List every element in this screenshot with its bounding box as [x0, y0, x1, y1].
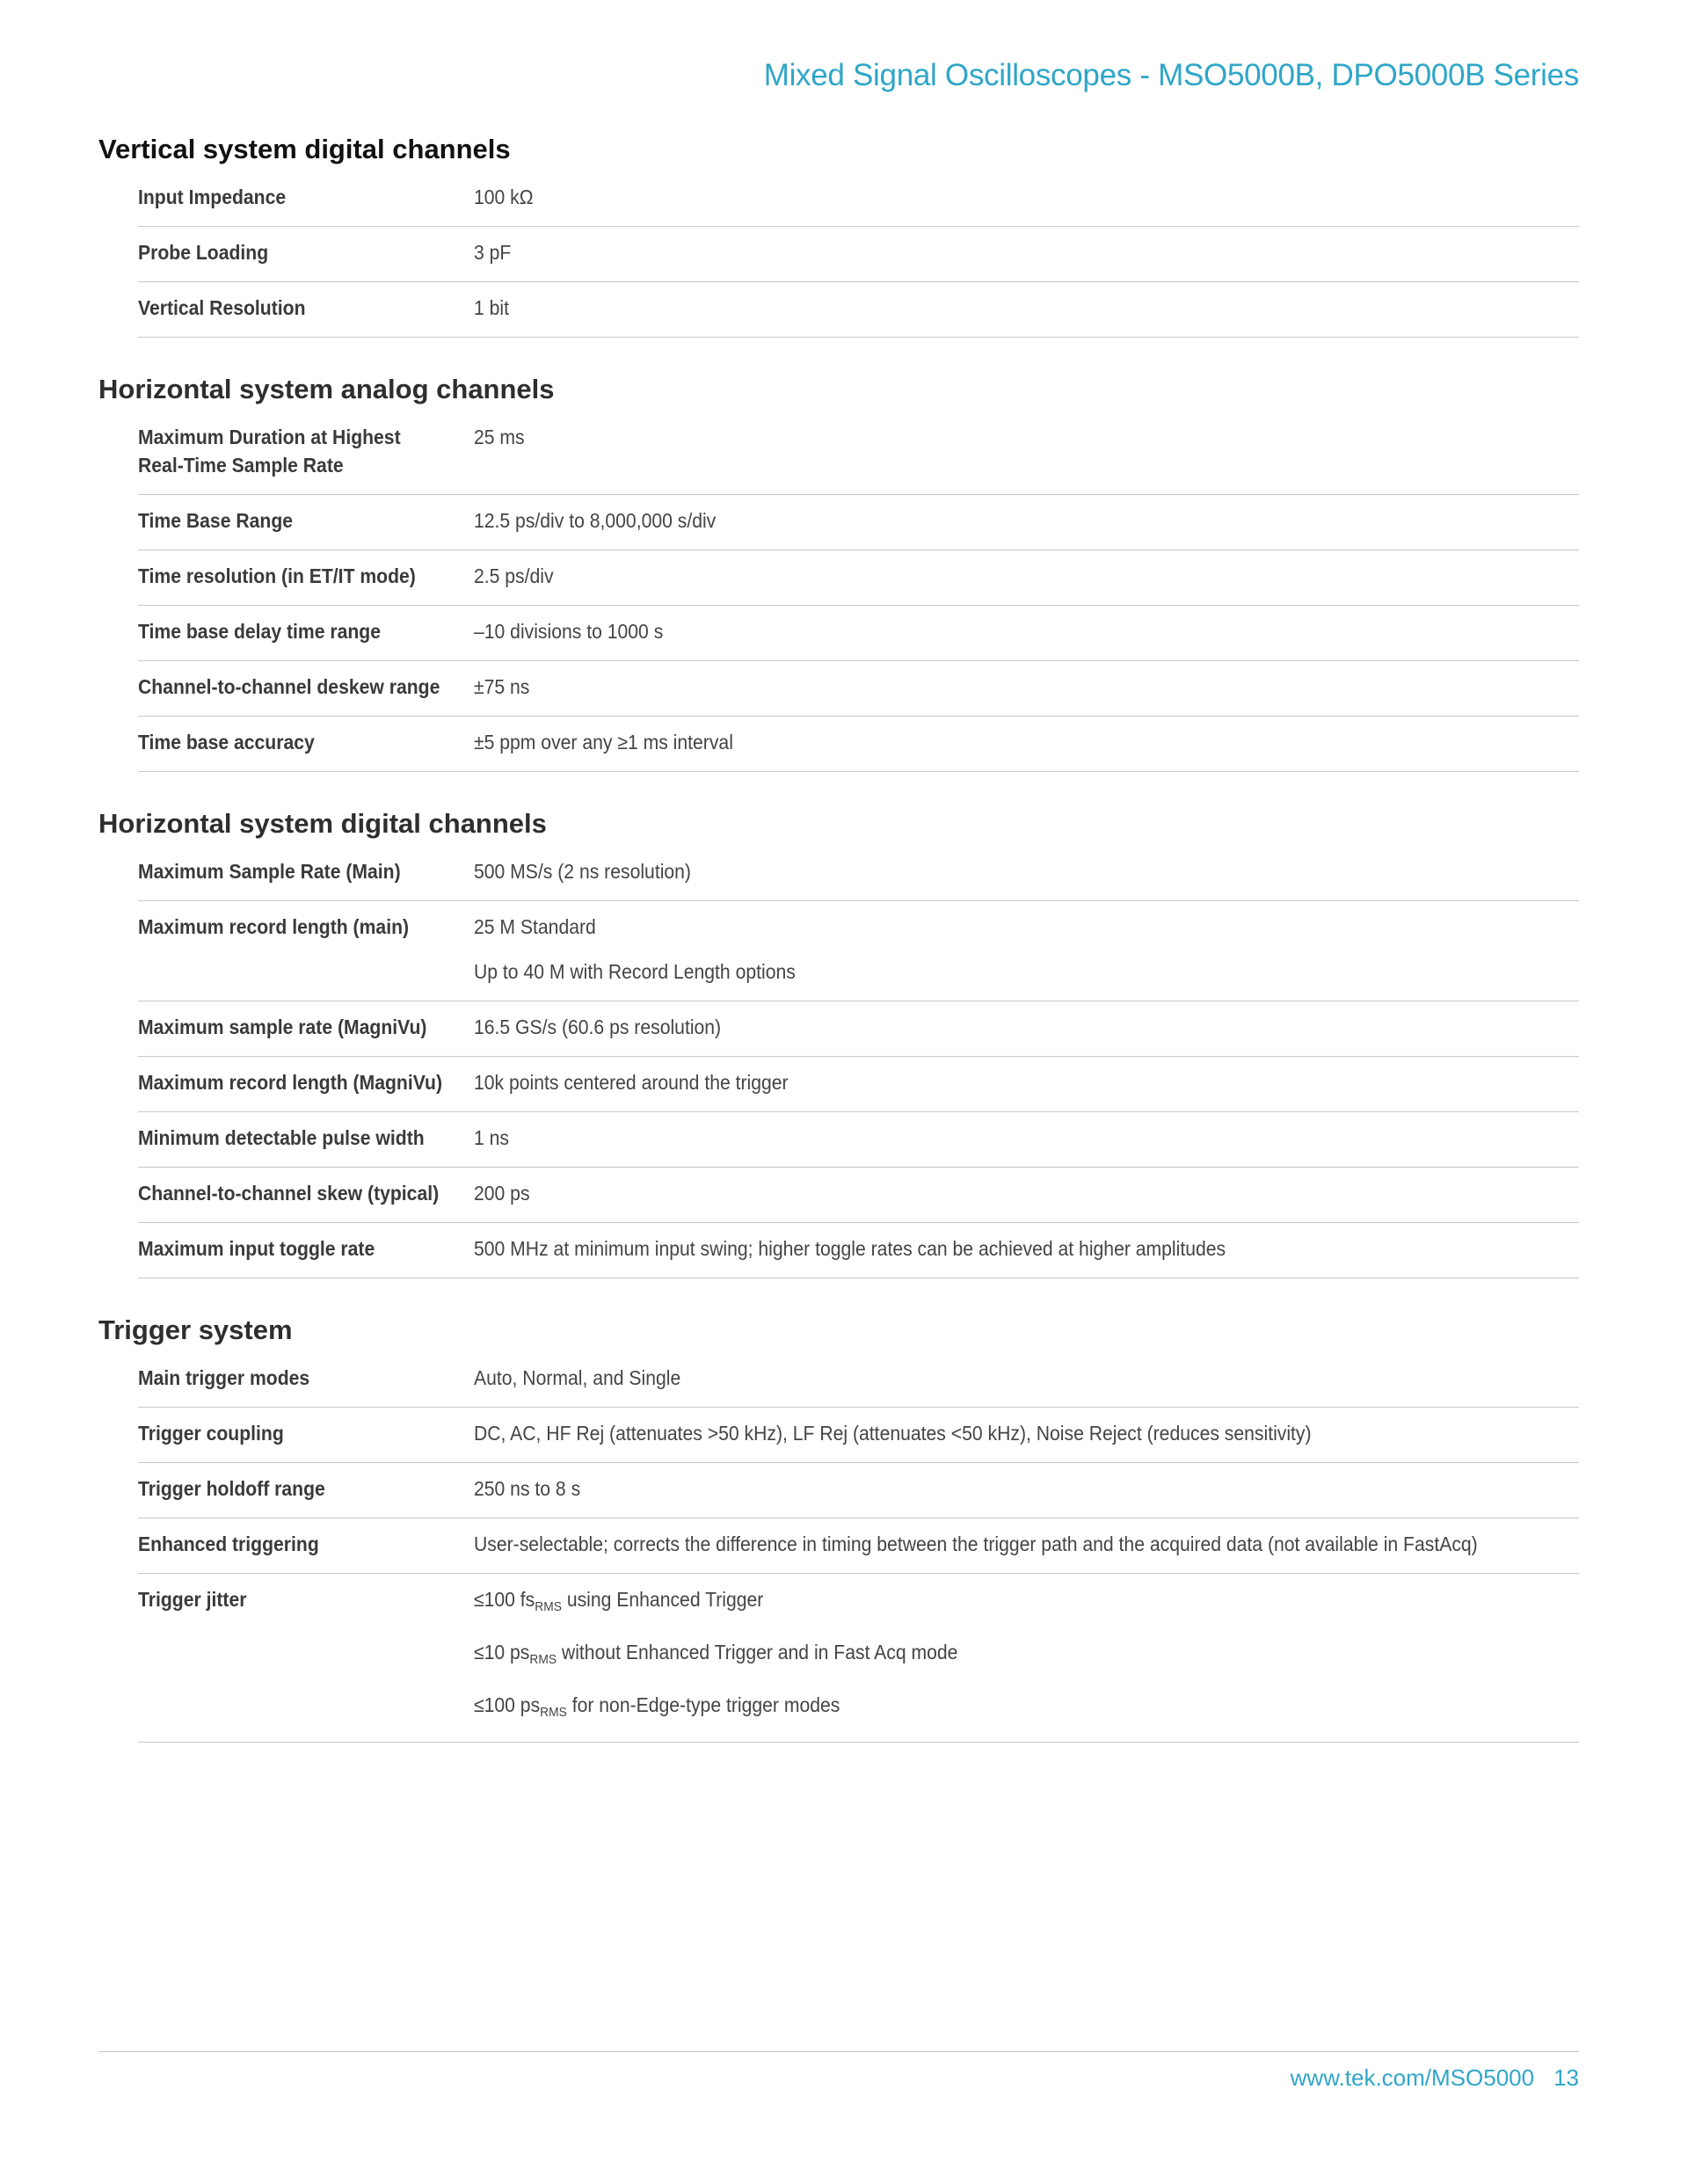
- spec-label: Maximum record length (main): [138, 915, 410, 938]
- spec-value: 2.5 ps/div: [474, 564, 554, 587]
- spec-label: Minimum detectable pulse width: [138, 1126, 425, 1149]
- document-title: Mixed Signal Oscilloscopes - MSO5000B, DPO5000B Series: [763, 58, 1579, 92]
- spec-label: Trigger jitter: [138, 1588, 247, 1611]
- spec-row: [138, 550, 1579, 606]
- jitter-value: ≤100 ps: [474, 1693, 541, 1716]
- spec-label: Time base delay time range: [138, 620, 381, 643]
- section-heading-trigger-system: Trigger system: [98, 1314, 293, 1345]
- jitter-value: ≤100 fs: [474, 1588, 535, 1611]
- spec-label: Channel-to-channel skew (typical): [138, 1182, 440, 1205]
- spec-label: Time Base Range: [138, 509, 294, 532]
- spec-table-vertical-digital: [138, 171, 1579, 338]
- spec-row: [138, 1574, 1579, 1743]
- spec-row: [138, 282, 1579, 338]
- spec-row: [138, 606, 1579, 661]
- spec-value: [474, 1585, 1490, 1727]
- spec-row: [138, 1057, 1579, 1112]
- spec-value: 10k points centered around the trigger: [474, 1071, 789, 1094]
- page-footer: [1291, 2064, 1579, 2092]
- spec-row: [138, 1408, 1579, 1463]
- spec-content: [98, 127, 1579, 1773]
- spec-value: 1 ns: [474, 1126, 510, 1149]
- spec-row: [138, 1463, 1579, 1518]
- section-heading-vertical-digital: Vertical system digital channels: [98, 134, 511, 164]
- spec-row: [138, 1352, 1579, 1408]
- spec-row: [138, 901, 1579, 1001]
- spec-label: Enhanced triggering: [138, 1532, 319, 1555]
- jitter-condition: for non-Edge-type trigger modes: [566, 1693, 840, 1716]
- footer-url-link[interactable]: www.tek.com/MSO5000: [1290, 2064, 1535, 2091]
- spec-value: ±75 ns: [474, 675, 530, 698]
- spec-label: Maximum input toggle rate: [138, 1237, 375, 1260]
- spec-table-horizontal-analog: [138, 411, 1579, 772]
- spec-value-line: 25 M Standard: [474, 915, 596, 938]
- spec-row: [138, 495, 1579, 550]
- rms-subscript: RMS: [529, 1652, 557, 1667]
- spec-row: [138, 1168, 1579, 1223]
- spec-value: 1 bit: [474, 296, 510, 319]
- spec-value: 250 ns to 8 s: [474, 1477, 581, 1500]
- spec-label: Trigger holdoff range: [138, 1477, 325, 1500]
- spec-label: Maximum Duration at Highest Real-Time Sample Rate: [138, 426, 401, 477]
- spec-row: [138, 846, 1579, 901]
- spec-table-trigger-system: [138, 1352, 1579, 1743]
- jitter-condition: using Enhanced Trigger: [561, 1588, 764, 1611]
- spec-row: [138, 717, 1579, 772]
- section-heading-horizontal-digital: Horizontal system digital channels: [98, 808, 547, 839]
- spec-row: [138, 1112, 1579, 1168]
- spec-value: –10 divisions to 1000 s: [474, 620, 664, 643]
- footer-divider: [98, 2051, 1579, 2052]
- spec-value: 100 kΩ: [474, 186, 534, 208]
- spec-row: [138, 411, 1579, 495]
- spec-value: 200 ps: [474, 1182, 530, 1205]
- spec-row: [138, 1223, 1579, 1278]
- spec-value: Auto, Normal, and Single: [474, 1366, 681, 1389]
- spec-label: Time resolution (in ET/IT mode): [138, 564, 416, 587]
- spec-value: 3 pF: [474, 241, 512, 264]
- jitter-condition: without Enhanced Trigger and in Fast Acq mode: [557, 1641, 958, 1663]
- spec-label: Probe Loading: [138, 241, 269, 264]
- spec-value: 500 MS/s (2 ns resolution): [474, 860, 691, 883]
- jitter-line: [474, 1585, 1490, 1621]
- spec-value: [474, 913, 1490, 986]
- spec-row: [138, 1001, 1579, 1057]
- section-heading-horizontal-analog: Horizontal system analog channels: [98, 374, 555, 404]
- rms-subscript: RMS: [535, 1599, 562, 1614]
- jitter-value: ≤10 ps: [474, 1641, 530, 1663]
- jitter-line: [474, 1691, 1490, 1727]
- spec-label: Vertical Resolution: [138, 296, 306, 319]
- spec-value: 25 ms: [474, 426, 525, 448]
- spec-label: Main trigger modes: [138, 1366, 310, 1389]
- spec-value: DC, AC, HF Rej (attenuates >50 kHz), LF Rej (attenuates <50 kHz), Noise Reject (reduces sensitivity): [474, 1422, 1312, 1445]
- spec-label: Channel-to-channel deskew range: [138, 675, 440, 698]
- spec-value: ±5 ppm over any ≥1 ms interval: [474, 731, 733, 753]
- spec-label: Maximum Sample Rate (Main): [138, 860, 401, 883]
- spec-value: User-selectable; corrects the difference in timing between the trigger path and the acquired data (not available in FastAcq): [474, 1532, 1478, 1555]
- spec-row: [138, 1518, 1579, 1574]
- spec-label: Time base accuracy: [138, 731, 315, 753]
- spec-label: Trigger coupling: [138, 1422, 284, 1445]
- spec-label: Maximum sample rate (MagniVu): [138, 1016, 427, 1038]
- spec-value-line: Up to 40 M with Record Length options: [474, 960, 796, 983]
- rms-subscript: RMS: [540, 1705, 567, 1720]
- spec-value: 16.5 GS/s (60.6 ps resolution): [474, 1016, 722, 1038]
- spec-row: [138, 171, 1579, 227]
- spec-value: 500 MHz at minimum input swing; higher toggle rates can be achieved at higher amplitudes: [474, 1237, 1226, 1260]
- spec-row: [138, 227, 1579, 282]
- spec-label: Input Impedance: [138, 186, 287, 208]
- page-number: 13: [1553, 2064, 1579, 2091]
- jitter-line: [474, 1638, 1490, 1674]
- spec-table-horizontal-digital: [138, 846, 1579, 1278]
- spec-value: 12.5 ps/div to 8,000,000 s/div: [474, 509, 717, 532]
- spec-row: [138, 661, 1579, 717]
- spec-label: Maximum record length (MagniVu): [138, 1071, 443, 1094]
